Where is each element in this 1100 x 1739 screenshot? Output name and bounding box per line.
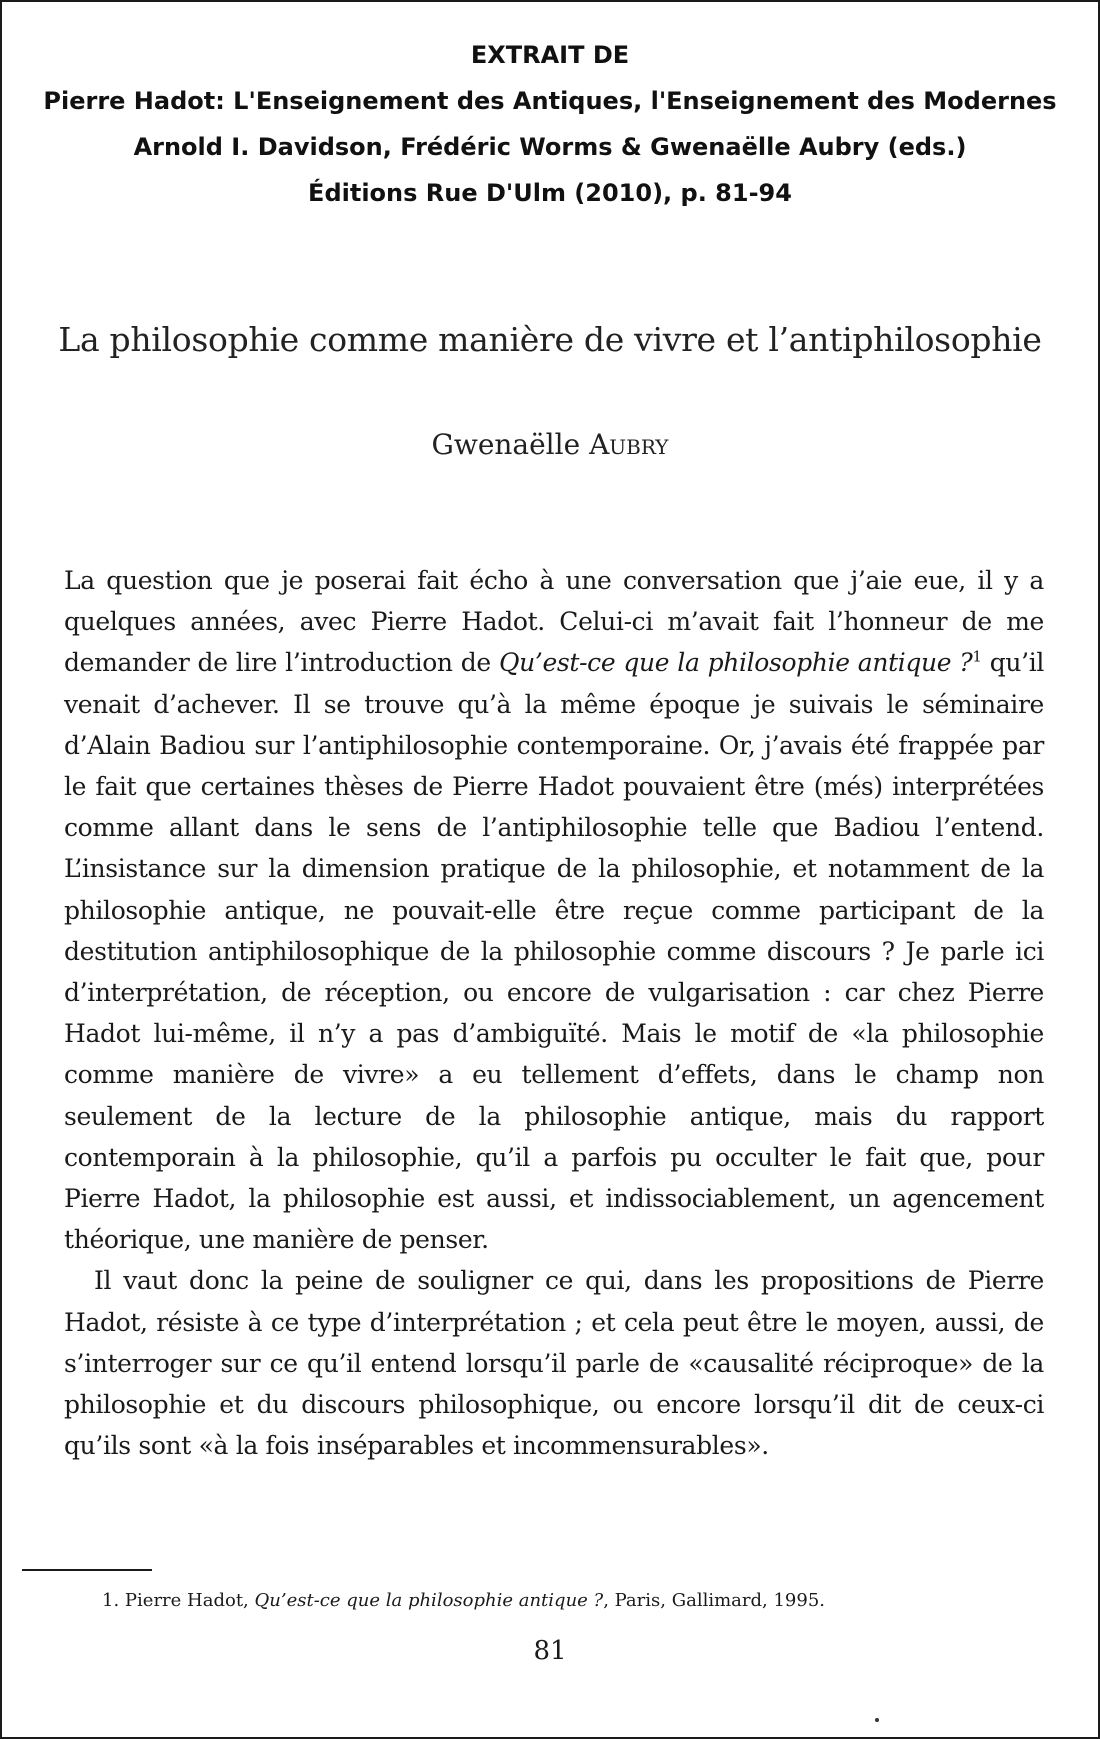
paragraph-1-text-a: La question que je poserai fait écho à une conversation que j’aie eue, il y a quelques années, avec Pierre Hadot. Celui-ci m’avait fait l’honneur de me demander de lire l’introduction de — [64, 566, 1044, 678]
header-editors: Arnold I. Davidson, Frédéric Worms & Gwenaëlle Aubry (eds.) — [133, 133, 967, 161]
footnote-divider — [22, 1569, 152, 1571]
paragraph-1 — [64, 560, 1044, 1260]
author-last-name: Aubry — [589, 428, 669, 461]
scan-speck — [875, 1718, 879, 1722]
footnote — [102, 1590, 825, 1611]
page-number: 81 — [533, 1636, 567, 1666]
source-header — [2, 32, 1098, 216]
footnote-book-title: Qu’est-ce que la philosophie antique ? — [254, 1590, 604, 1611]
footnote-number: 1. — [102, 1590, 120, 1611]
paragraph-2: Il vaut donc la peine de souligner ce qui, dans les propositions de Pierre Hadot, résiste à ce type d’interprétation ; et cela peut être le moyen, aussi, de s’interroger sur ce qu’il entend lorsqu’il parle de «causalité réciproque» de la philosophie et du discours philosophique, ou encore lorsqu’il dit de ceux-ci qu’ils sont «à la fois inséparables et incommensurables». — [64, 1266, 1044, 1461]
cited-book-title: Qu’est-ce que la philosophie antique ? — [498, 648, 973, 678]
article-author — [2, 428, 1098, 461]
author-first-name: Gwenaëlle — [431, 428, 581, 461]
header-book-title: Pierre Hadot: L'Enseignement des Antiques, l'Enseignement des Modernes — [43, 87, 1057, 115]
article-title: La philosophie comme manière de vivre et l’antiphilosophie — [58, 320, 1042, 359]
header-extract-label: EXTRAIT DE — [470, 41, 630, 69]
header-publisher: Éditions Rue D'Ulm (2010), p. 81-94 — [308, 179, 792, 207]
footnote-reference: 1 — [972, 648, 982, 667]
article-body — [64, 560, 1044, 1466]
paragraph-1-text-b: qu’il venait d’achever. Il se trouve qu’à la même époque je suivais le séminaire d’Alain Badiou sur l’antiphilosophie contemporaine. Or, j’avais été frappée par le fait que certaines thèses de Pierre Hadot pouvaient être (més) interprétées comme allant dans le sens de l’antiphilosophie telle que Badiou l’entend. L’insistance sur la dimension pratique de la philosophie, et notamment de la philosophie antique, ne pouvait-elle être reçue comme participant de la destitution antiphilosophique de la philosophie comme discours ? Je parle ici d’interprétation, de réception, ou encore de vulgarisation : car chez Pierre Hadot lui-même, il n’y a pas d’ambiguïté. Mais le motif de «la philosophie comme manière de vivre» a eu tellement d’effets, dans le champ non seulement de la lecture de la philosophie antique, mais du rapport contemporain à la philosophie, qu’il a parfois pu occulter le fait que, pour Pierre Hadot, la philosophie est aussi, et indissociablement, un agencement théorique, une manière de penser. — [64, 648, 1044, 1255]
footnote-publication: , Paris, Gallimard, 1995. — [603, 1590, 825, 1611]
footnote-author: Pierre Hadot, — [124, 1590, 249, 1611]
